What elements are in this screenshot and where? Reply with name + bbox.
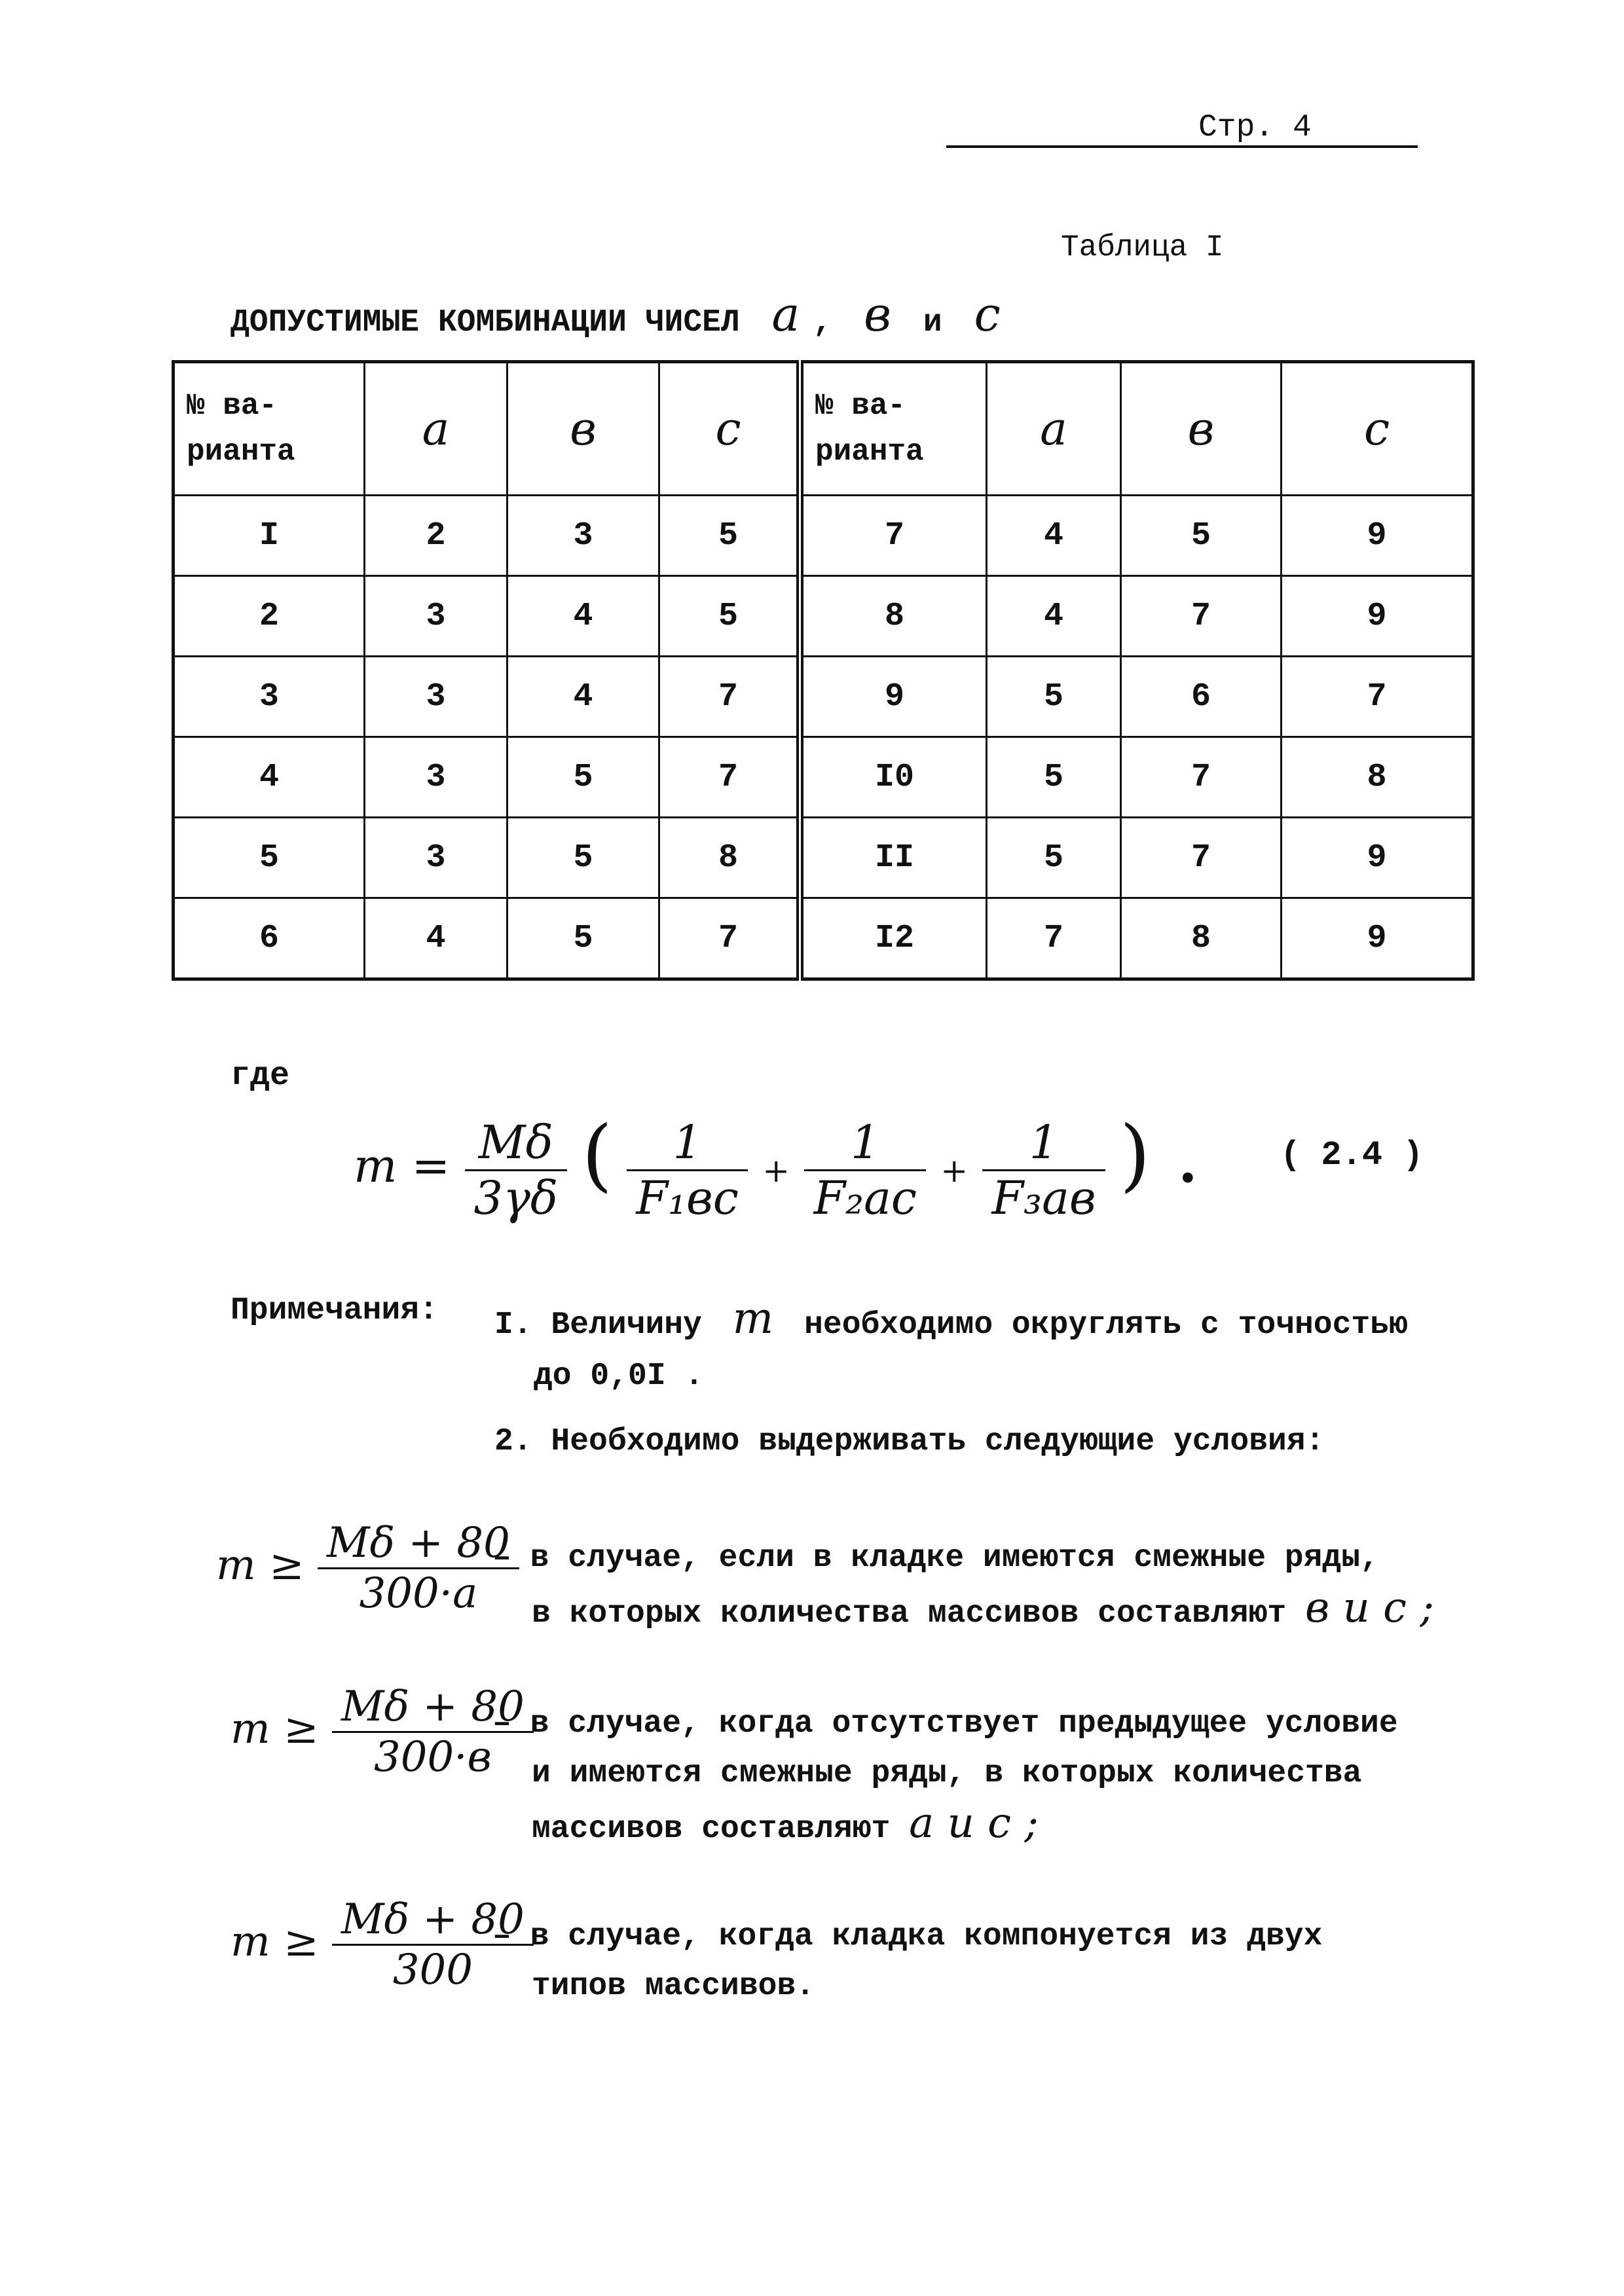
- cell-left-variant: I: [174, 496, 365, 576]
- cell-right-c: 9: [1282, 576, 1473, 657]
- cell-right-a: 5: [987, 657, 1121, 737]
- condition-1-line-1: – в случае, если в кладке имеются смежные ряды,: [492, 1540, 1379, 1576]
- header-a-right: a: [987, 362, 1121, 496]
- cell-right-b: 5: [1121, 496, 1282, 576]
- cell-left-a: 3: [365, 657, 507, 737]
- condition-3-num: Mδ + 80: [332, 1895, 534, 1946]
- formula-plus-1: +: [762, 1152, 790, 1190]
- note-1: [494, 1293, 1408, 1343]
- header-b-right: в: [1121, 362, 1282, 496]
- cell-left-c: 7: [659, 898, 800, 979]
- table-title-text: ДОПУСТИМЫЕ КОМБИНАЦИИ ЧИСЕЛ: [231, 305, 740, 340]
- title-var-b: в: [864, 287, 892, 342]
- cell-right-b: 7: [1121, 576, 1282, 657]
- cell-right-b: 6: [1121, 657, 1282, 737]
- note-1-continuation: до 0,0I .: [534, 1358, 704, 1394]
- condition-2-line-2: и имеются смежные ряды, в которых количества: [532, 1756, 1362, 1791]
- cell-left-a: 2: [365, 496, 507, 576]
- formula-plus-2: +: [940, 1152, 969, 1190]
- formula-term1: [627, 1116, 748, 1225]
- cell-left-a: 4: [365, 898, 507, 979]
- cell-right-variant: 7: [800, 496, 987, 576]
- condition-3-den: 300: [392, 1946, 473, 1994]
- condition-3-line-1: – в случае, когда кладка компонуется из двух: [492, 1919, 1323, 1954]
- condition-2-line-1: – в случае, когда отсутствует предыдущее условие: [492, 1706, 1398, 1741]
- condition-1-fraction: [318, 1519, 519, 1618]
- cell-left-b: 4: [507, 576, 659, 657]
- condition-2-num: Mδ + 80: [332, 1683, 534, 1733]
- where-label: где: [231, 1057, 290, 1095]
- condition-1-text: [492, 1533, 1434, 1639]
- cell-right-c: 9: [1282, 496, 1473, 576]
- note-2: 2. Необходимо выдерживать следующие условия:: [494, 1424, 1325, 1459]
- combinations-table: [172, 360, 1475, 981]
- condition-1-line-2: [492, 1583, 1434, 1639]
- condition-2-den: 300·в: [374, 1733, 492, 1781]
- cell-right-variant: 9: [800, 657, 987, 737]
- table-row: [174, 496, 1473, 576]
- header-c-left: c: [659, 362, 800, 496]
- formula-term3: [982, 1116, 1105, 1225]
- title-sep: ,: [813, 305, 832, 340]
- cell-left-variant: 5: [174, 818, 365, 898]
- cell-left-a: 3: [365, 818, 507, 898]
- title-var-a: a: [771, 287, 800, 342]
- page-number-rule: [946, 145, 1418, 148]
- condition-2-formula: [231, 1683, 534, 1781]
- cell-left-c: 7: [659, 737, 800, 818]
- cell-left-variant: 3: [174, 657, 365, 737]
- condition-2-text: [492, 1699, 1398, 1854]
- cell-left-variant: 6: [174, 898, 365, 979]
- title-var-c: c: [974, 287, 1001, 342]
- formula-term2: [804, 1116, 926, 1225]
- table-row: [174, 576, 1473, 657]
- equation-number: ( 2.4 ): [1280, 1136, 1424, 1175]
- cell-left-b: 5: [507, 898, 659, 979]
- formula-term1-den: F₁вc: [636, 1171, 739, 1225]
- cell-right-b: 7: [1121, 737, 1282, 818]
- cell-left-b: 5: [507, 737, 659, 818]
- cell-left-c: 5: [659, 576, 800, 657]
- cell-right-a: 4: [987, 576, 1121, 657]
- condition-3-line-2: типов массивов.: [532, 1969, 815, 2004]
- cell-right-variant: I2: [800, 898, 987, 979]
- formula-close-paren: ) .: [1119, 1110, 1200, 1201]
- condition-1-line-2-text: в которых количества массивов составляют: [532, 1596, 1287, 1631]
- cell-right-b: 8: [1121, 898, 1282, 979]
- header-c-right: c: [1282, 362, 1473, 496]
- condition-2-lhs: m ≥: [231, 1705, 319, 1753]
- formula-coef-den: 3γδ: [473, 1171, 559, 1225]
- cell-right-c: 8: [1282, 737, 1473, 818]
- page-number: Стр. 4: [1198, 110, 1312, 145]
- header-variant-left: № ва- рианта: [174, 362, 365, 496]
- condition-3-lhs: m ≥: [231, 1918, 319, 1966]
- table-row: [174, 898, 1473, 979]
- cell-right-b: 7: [1121, 818, 1282, 898]
- formula-coef: [465, 1116, 568, 1225]
- table-number: Таблица I: [1061, 230, 1224, 264]
- condition-3-text: [492, 1912, 1322, 2011]
- cell-left-variant: 4: [174, 737, 365, 818]
- cell-left-b: 4: [507, 657, 659, 737]
- cell-left-a: 3: [365, 737, 507, 818]
- formula-term3-den: F₃aв: [991, 1171, 1096, 1225]
- cell-right-c: 9: [1282, 898, 1473, 979]
- cell-left-b: 3: [507, 496, 659, 576]
- cell-left-c: 5: [659, 496, 800, 576]
- note-1-suffix: необходимо округлять с точностью: [804, 1307, 1408, 1343]
- cell-left-b: 5: [507, 818, 659, 898]
- note-1-var: m: [732, 1293, 774, 1343]
- formula-open-paren: (: [581, 1110, 613, 1201]
- cell-right-variant: I0: [800, 737, 987, 818]
- formula-term1-num: 1: [627, 1116, 748, 1171]
- cell-left-variant: 2: [174, 576, 365, 657]
- table-header-row: [174, 362, 1473, 496]
- header-a-left: a: [365, 362, 507, 496]
- cell-right-c: 7: [1282, 657, 1473, 737]
- condition-1-num: Mδ + 80: [318, 1519, 519, 1569]
- formula-lhs: m =: [354, 1139, 451, 1193]
- notes-label: Примечания:: [231, 1293, 438, 1328]
- cell-right-variant: 8: [800, 576, 987, 657]
- cell-right-a: 5: [987, 818, 1121, 898]
- cell-left-c: 8: [659, 818, 800, 898]
- condition-2-line-3-text: массивов составляют: [532, 1812, 891, 1847]
- condition-1-den: 300·a: [359, 1569, 478, 1618]
- header-b-left: в: [507, 362, 659, 496]
- cell-left-a: 3: [365, 576, 507, 657]
- condition-2-line-3: [492, 1798, 1398, 1854]
- cell-right-c: 9: [1282, 818, 1473, 898]
- condition-1-formula: [216, 1519, 519, 1618]
- formula-term2-num: 1: [804, 1116, 926, 1171]
- cell-left-c: 7: [659, 657, 800, 737]
- note-1-prefix: I. Величину: [494, 1307, 702, 1343]
- formula-term2-den: F₂ac: [813, 1171, 917, 1225]
- formula-term3-num: 1: [982, 1116, 1105, 1171]
- cell-right-a: 5: [987, 737, 1121, 818]
- title-and: и: [923, 305, 942, 340]
- formula-2-4: [354, 1110, 1200, 1241]
- cell-right-a: 7: [987, 898, 1121, 979]
- cell-right-variant: II: [800, 818, 987, 898]
- cell-right-a: 4: [987, 496, 1121, 576]
- header-variant-right: № ва- рианта: [800, 362, 987, 496]
- formula-coef-num: Mδ: [465, 1116, 568, 1171]
- condition-1-line-2-vars: в и c ;: [1305, 1584, 1434, 1632]
- condition-2-line-3-vars: a и c ;: [909, 1799, 1039, 1848]
- table-row: [174, 737, 1473, 818]
- table-row: [174, 657, 1473, 737]
- condition-1-lhs: m ≥: [216, 1541, 304, 1590]
- table-row: [174, 818, 1473, 898]
- condition-3-formula: [231, 1895, 534, 1994]
- table-title: [231, 287, 1014, 342]
